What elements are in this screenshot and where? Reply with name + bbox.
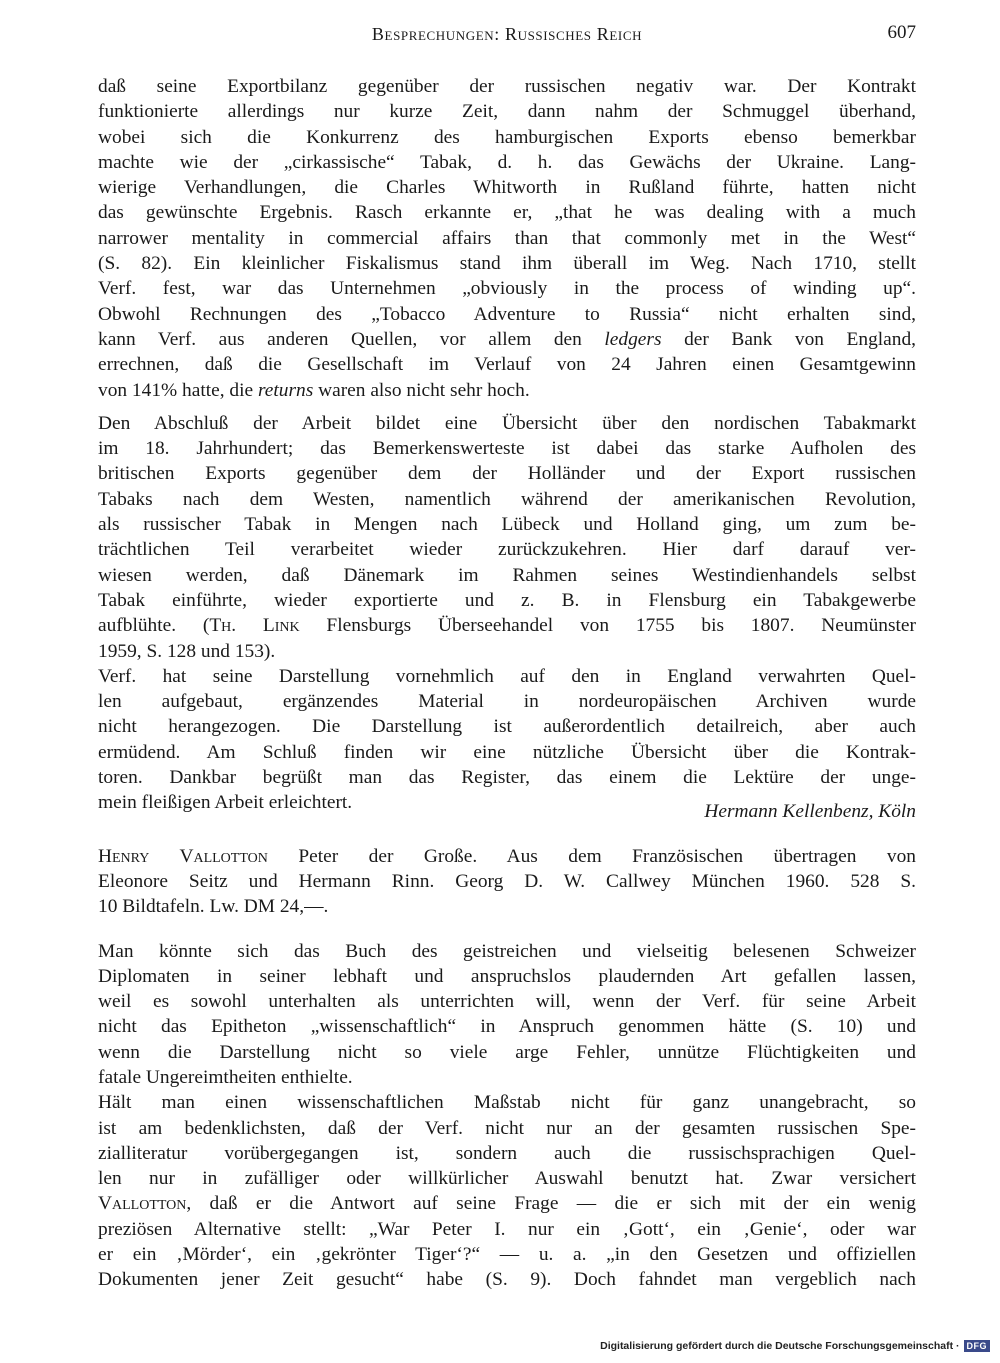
text-line: Tabak einführte, wieder exportierte und z. B. in Flensburg ein Tabakgewerbe <box>98 589 916 611</box>
italic-term: ledgers <box>604 328 662 350</box>
footer-text: Digitalisierung gefördert durch die Deutsche Forschungsgemeinschaft · <box>600 1340 960 1352</box>
author-name: Vallotton <box>98 1193 187 1215</box>
text-line <box>98 1191 916 1216</box>
text-line: im 18. Jahrhundert; das Bemerkenswerteste ist dabei das starke Aufholen des <box>98 438 916 460</box>
citation-line <box>98 844 916 869</box>
body-text <box>98 74 916 1293</box>
text-line: (S. 82). Ein kleinlicher Fiskalismus stand ihm überall im Weg. Nach 1710, stellt <box>98 253 916 275</box>
digitization-footer <box>600 1337 990 1355</box>
text-line: 1959, S. 128 und 153). <box>98 640 276 662</box>
text-run: von 141% hatte, die <box>98 379 258 401</box>
text-line: Verf. fest, war das Unternehmen „obviously in the process of winding up“. <box>98 278 916 300</box>
text-run: Flensburgs Überseehandel von 1755 bis 1807. Neumünster <box>299 615 916 637</box>
text-line: narrower mentality in commercial affairs than that commonly met in the West“ <box>98 227 916 249</box>
text-run: aufblühte. ( <box>98 615 210 637</box>
text-line: machte wie der „cirkassische“ Tabak, d. h. das Gewächs der Ukraine. Lang- <box>98 151 916 173</box>
text-line: Hält man einen wissenschaftlichen Maßstab nicht für ganz unangebracht, so <box>98 1092 916 1114</box>
text-line: funktionierte allerdings nur kurze Zeit, dann nahm der Schmuggel überhand, <box>98 101 916 123</box>
text-run: Peter der Große. Aus dem Französischen übertragen von <box>267 845 916 867</box>
text-line: wiesen werden, daß Dänemark im Rahmen seines Westindienhandels selbst <box>98 564 916 586</box>
text-line: nicht herangezogen. Die Darstellung ist außerordentlich detailreich, aber auch <box>98 716 916 738</box>
page-number: 607 <box>887 22 916 43</box>
text-line: Den Abschluß der Arbeit bildet eine Übersicht über den nordischen Tabakmarkt <box>98 412 916 434</box>
text-line: fatale Ungereimtheiten enthielte. <box>98 1066 353 1088</box>
author-name: Henry Vallotton <box>98 845 268 867</box>
text-line: britischen Exports gegenüber dem der Holländer und der Export russischen <box>98 463 916 485</box>
page-header <box>98 24 916 54</box>
text-line <box>98 327 916 352</box>
author-name: Th. Link <box>209 615 300 637</box>
text-line: wobei sich die Konkurrenz des hamburgischen Exports ebenso bemerkbar <box>98 126 916 148</box>
closing-line <box>98 790 916 823</box>
text-line: len aufgebaut, ergänzendes Material in nordeuropäischen Archiven wurde <box>98 691 916 713</box>
text-line: Man könnte sich das Buch des geistreichen und vielseitig belesenen Schweizer <box>98 940 916 962</box>
citation-line: 10 Bildtafeln. Lw. DM 24,—. <box>98 896 329 918</box>
text-line: toren. Dankbar begrüßt man das Register, das einem die Lektüre der unge- <box>98 767 916 789</box>
text-run: , daß er die Antwort auf seine Frage — die er sich mit der ein wenig <box>186 1193 916 1215</box>
text-line: weil es sowohl unterhalten als unterrichten will, wenn der Verf. für seine Arbeit <box>98 991 916 1013</box>
text-line: Tabaks nach dem Westen, namentlich während der amerikanischen Revolution, <box>98 488 916 510</box>
text-line: als russischer Tabak in Mengen nach Lübeck und Holland ging, um zum be- <box>98 514 916 536</box>
text-line <box>98 613 916 638</box>
text-line: Obwohl Rechnungen des „Tobacco Adventure to Russia“ nicht erhalten sind, <box>98 303 916 325</box>
text-run: mein fleißigen Arbeit erleichtert. <box>98 792 353 814</box>
reviewer-signature: Hermann Kellenbenz, Köln <box>704 801 916 823</box>
text-line: nicht das Epitheton „wissenschaftlich“ in Anspruch genommen hätte (S. 10) und <box>98 1016 916 1038</box>
text-run: der Bank von England, <box>661 328 917 350</box>
text-line: das gewünschte Ergebnis. Rasch erkannte er, „that he was dealing with a much <box>98 202 916 224</box>
text-line <box>98 378 916 403</box>
text-line: daß seine Exportbilanz gegenüber der russischen negativ war. Der Kontrakt <box>98 76 916 97</box>
text-line: ist am bedenklichsten, daß der Verf. nicht nur an der gesamten russischen Spe- <box>98 1117 916 1139</box>
text-line: zialliteratur vorübergegangen ist, sondern auch die russischsprachigen Quel- <box>98 1142 916 1164</box>
dfg-logo-icon: DFG <box>964 1340 991 1352</box>
text-line: ermüdend. Am Schluß finden wir eine nützliche Übersicht über die Kontrak- <box>98 741 916 763</box>
text-line: preziösen Alternative stellt: „War Peter I. nur ein ‚Gott‘, ein ‚Genie‘, oder war <box>98 1218 916 1240</box>
text-line: wenn die Darstellung nicht so viele arge Fehler, unnütze Flüchtigkeiten und <box>98 1041 916 1063</box>
text-line: errechnen, daß die Gesellschaft im Verlauf von 24 Jahren einen Gesamtgewinn <box>98 354 916 376</box>
text-line: Diplomaten in seiner lebhaft und anspruchslos plaudernden Art gefallen lassen, <box>98 965 916 987</box>
text-run: kann Verf. aus anderen Quellen, vor allem den <box>98 328 605 350</box>
text-line: trächtlichen Teil verarbeitet wieder zurückzukehren. Hier darf darauf ver- <box>98 539 916 561</box>
running-head: Besprechungen: Russisches Reich <box>371 24 643 44</box>
text-line: wierige Verhandlungen, die Charles Whitworth in Rußland führte, hatten nicht <box>98 177 916 199</box>
italic-term: returns <box>257 379 314 401</box>
citation-line: Eleonore Seitz und Hermann Rinn. Georg D. W. Callwey München 1960. 528 S. <box>98 870 916 892</box>
text-line: len nur in zufälliger oder willkürlicher Auswahl benutzt hat. Zwar versichert <box>98 1168 916 1190</box>
text-line: er ein ‚Mörder‘, ein ‚gekrönter Tiger‘?“ — u. a. „in den Gesetzen und offiziellen <box>98 1244 916 1266</box>
text-line: Verf. hat seine Darstellung vornehmlich auf den in England verwahrten Quel- <box>98 665 916 687</box>
text-line: Dokumenten jener Zeit gesucht“ habe (S. 9). Doch fahndet man vergeblich nach <box>98 1269 916 1291</box>
text-run: waren also nicht sehr hoch. <box>313 379 530 401</box>
